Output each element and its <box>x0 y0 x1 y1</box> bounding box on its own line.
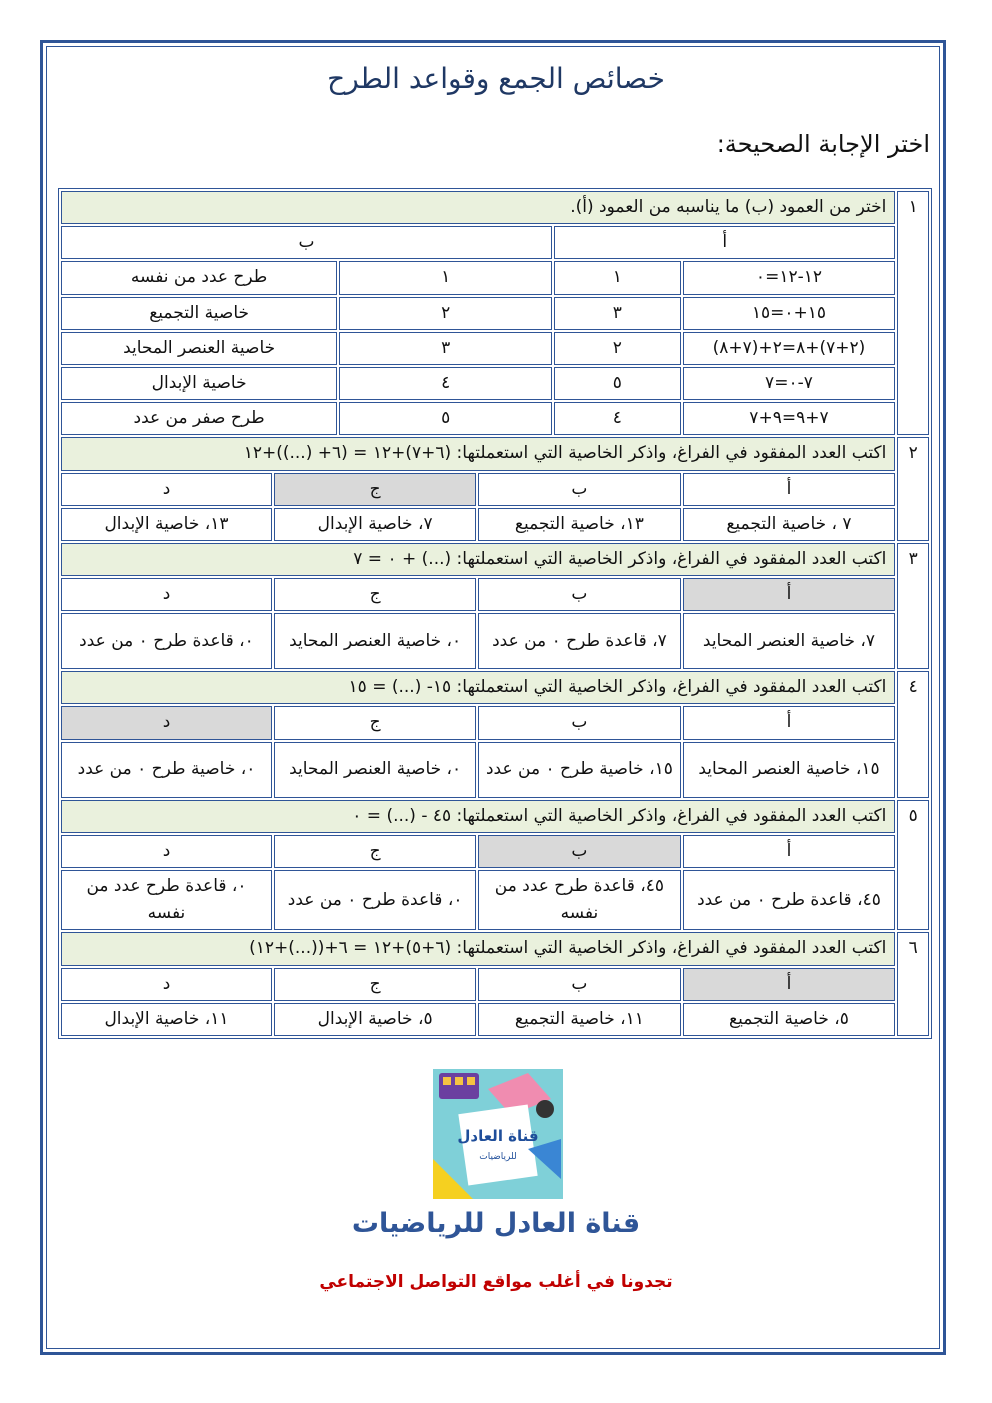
questions-table <box>58 188 932 1039</box>
question-number: ٤ <box>897 671 929 797</box>
option-label-a[interactable]: أ <box>683 473 896 506</box>
property-name: خاصية الإبدال <box>61 367 337 400</box>
option-d[interactable]: ٠، قاعدة طرح عدد من نفسه <box>61 870 272 930</box>
instruction: اختر الإجابة الصحيحة: <box>716 130 930 158</box>
option-a[interactable]: ٥، خاصية التجميع <box>683 1003 896 1036</box>
match-row <box>61 297 929 330</box>
property-index: ٣ <box>339 332 552 365</box>
question-text: اكتب العدد المفقود في الفراغ، واذكر الخاصية التي استعملتها: (٦+٥)+١٢ = ٦+((...)+١٢) <box>61 932 895 965</box>
match-row <box>61 261 929 294</box>
logo-art <box>433 1069 563 1199</box>
question-text: اكتب العدد المفقود في الفراغ، واذكر الخاصية التي استعملتها: ١٥- (...) = ١٥ <box>61 671 895 704</box>
property-name: خاصية التجميع <box>61 297 337 330</box>
property-name: طرح عدد من نفسه <box>61 261 337 294</box>
option-b[interactable]: ٧، قاعدة طرح ٠ من عدد <box>478 613 680 669</box>
question-text: اكتب العدد المفقود في الفراغ، واذكر الخاصية التي استعملتها: (٦+٧)+١٢ = (٦+ (...))+١٢ <box>61 437 895 470</box>
channel-logo <box>433 1069 563 1199</box>
property-name: طرح صفر من عدد <box>61 402 337 435</box>
expression: ١٢-١٢=٠ <box>683 261 896 294</box>
option-label-a[interactable]: أ <box>683 968 896 1001</box>
option-label-b[interactable]: ب <box>478 578 680 611</box>
question-number: ٦ <box>897 932 929 1036</box>
option-c[interactable]: ٥، خاصية الإبدال <box>274 1003 476 1036</box>
option-label-a[interactable]: أ <box>683 835 896 868</box>
expression: (٢+٧)+٨=٢+(٧+٨) <box>683 332 896 365</box>
option-label-c[interactable]: ج <box>274 578 476 611</box>
match-row <box>61 402 929 435</box>
property-index: ٤ <box>339 367 552 400</box>
option-label-a[interactable]: أ <box>683 706 896 739</box>
option-label-b[interactable]: ب <box>478 473 680 506</box>
option-label-d[interactable]: د <box>61 968 272 1001</box>
property-index: ٥ <box>339 402 552 435</box>
property-index: ١ <box>339 261 552 294</box>
channel-name: قناة العادل للرياضيات <box>351 1208 641 1239</box>
property-index: ٢ <box>339 297 552 330</box>
option-label-d[interactable]: د <box>61 473 272 506</box>
option-label-c[interactable]: ج <box>274 706 476 739</box>
option-b[interactable]: ٤٥، قاعدة طرح عدد من نفسه <box>478 870 680 930</box>
svg-text:قناة العادل: قناة العادل <box>457 1127 539 1145</box>
option-b[interactable]: ١٣، خاصية التجميع <box>478 508 680 541</box>
option-a[interactable]: ٧، خاصية العنصر المحايد <box>683 613 896 669</box>
option-label-b[interactable]: ب <box>478 706 680 739</box>
expression: ٧+٩=٩+٧ <box>683 402 896 435</box>
option-a[interactable]: ٤٥، قاعدة طرح ٠ من عدد <box>683 870 896 930</box>
answer-cell[interactable]: ٤ <box>554 402 681 435</box>
option-d[interactable]: ١١، خاصية الإبدال <box>61 1003 272 1036</box>
match-row <box>61 367 929 400</box>
answer-cell[interactable]: ٣ <box>554 297 681 330</box>
column-a-header: أ <box>554 226 895 259</box>
answer-cell[interactable]: ٢ <box>554 332 681 365</box>
option-d[interactable]: ٠، خاصية طرح ٠ من عدد <box>61 742 272 798</box>
option-label-c[interactable]: ج <box>274 473 476 506</box>
option-label-b[interactable]: ب <box>478 835 680 868</box>
question-text: اختر من العمود (ب) ما يناسبه من العمود (أ). <box>61 191 895 224</box>
page-title: خصائص الجمع وقواعد الطرح <box>327 62 665 95</box>
column-b-header: ب <box>61 226 552 259</box>
question-number: ٢ <box>897 437 929 541</box>
option-d[interactable]: ٠، قاعدة طرح ٠ من عدد <box>61 613 272 669</box>
question-number: ٣ <box>897 543 929 669</box>
property-name: خاصية العنصر المحايد <box>61 332 337 365</box>
option-a[interactable]: ١٥، خاصية العنصر المحايد <box>683 742 896 798</box>
option-label-d[interactable]: د <box>61 706 272 739</box>
option-label-c[interactable]: ج <box>274 968 476 1001</box>
expression: ١٥+٠=١٥ <box>683 297 896 330</box>
option-label-d[interactable]: د <box>61 835 272 868</box>
social-footer: تجدونا في أغلب مواقع التواصل الاجتماعي <box>319 1272 673 1292</box>
answer-cell[interactable]: ٥ <box>554 367 681 400</box>
svg-text:للرياضيات: للرياضيات <box>479 1152 517 1162</box>
question-text: اكتب العدد المفقود في الفراغ، واذكر الخاصية التي استعملتها: (...) + ٠ = ٧ <box>61 543 895 576</box>
option-c[interactable]: ٠، قاعدة طرح ٠ من عدد <box>274 870 476 930</box>
option-label-c[interactable]: ج <box>274 835 476 868</box>
option-d[interactable]: ١٣، خاصية الإبدال <box>61 508 272 541</box>
option-c[interactable]: ٧، خاصية الإبدال <box>274 508 476 541</box>
option-b[interactable]: ١١، خاصية التجميع <box>478 1003 680 1036</box>
question-text: اكتب العدد المفقود في الفراغ، واذكر الخاصية التي استعملتها: ٤٥ - (...) = ٠ <box>61 800 895 833</box>
question-number: ١ <box>897 191 929 435</box>
option-c[interactable]: ٠، خاصية العنصر المحايد <box>274 613 476 669</box>
option-a[interactable]: ٧ ، خاصية التجميع <box>683 508 896 541</box>
option-c[interactable]: ٠، خاصية العنصر المحايد <box>274 742 476 798</box>
match-row <box>61 332 929 365</box>
question-number: ٥ <box>897 800 929 931</box>
option-label-b[interactable]: ب <box>478 968 680 1001</box>
option-label-a[interactable]: أ <box>683 578 896 611</box>
answer-cell[interactable]: ١ <box>554 261 681 294</box>
option-b[interactable]: ١٥، خاصية طرح ٠ من عدد <box>478 742 680 798</box>
option-label-d[interactable]: د <box>61 578 272 611</box>
expression: ٧-٠=٧ <box>683 367 896 400</box>
